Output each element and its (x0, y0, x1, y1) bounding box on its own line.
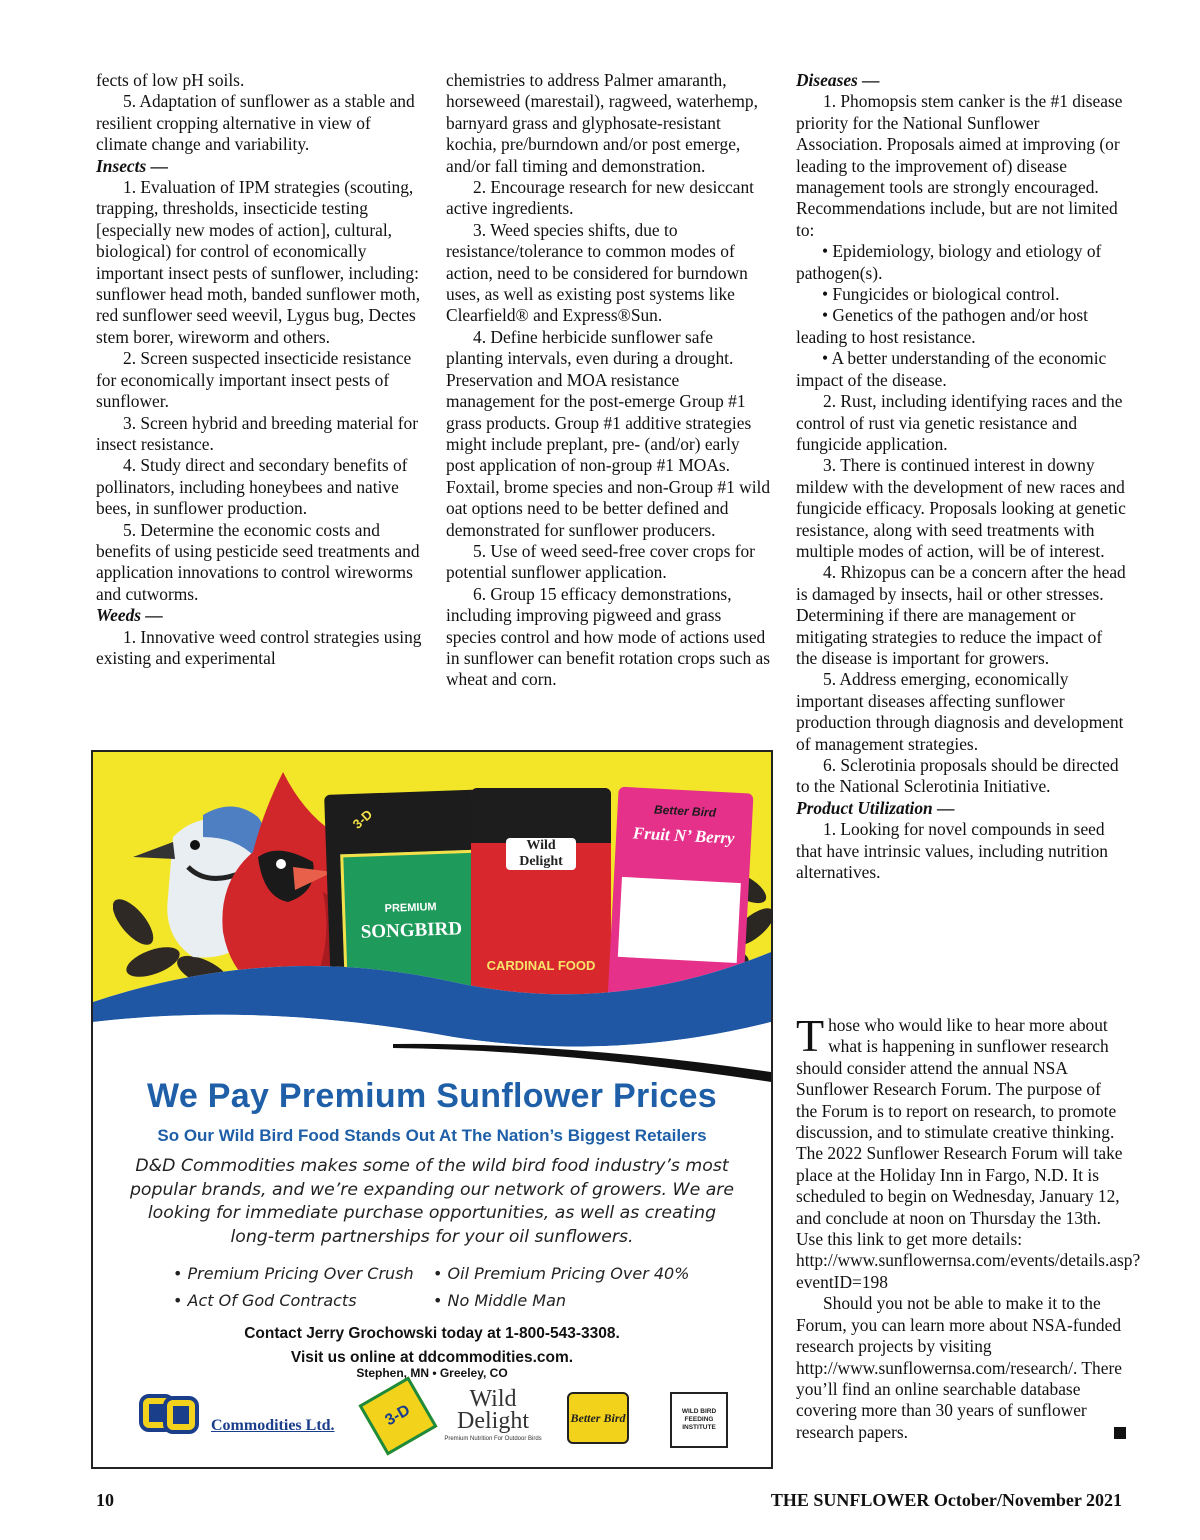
paragraph: 2. Screen suspected insecticide resistance for economically important insect pests of sunflower. (96, 348, 412, 412)
ad-bullet: • No Middle Man (433, 1291, 567, 1310)
ad-locations: Stephen, MN • Greeley, CO (356, 1366, 508, 1380)
drop-cap: T (796, 1010, 825, 1061)
ad-bullet: • Premium Pricing Over Crush (173, 1264, 414, 1283)
page-number: 10 (96, 1490, 114, 1510)
bullet-item: • Epidemiology, biology and etiology of pathogen(s). (796, 241, 1102, 283)
paragraph: 6. Sclerotinia proposals should be directed to the National Sclerotinia Initiative. (796, 755, 1119, 797)
bag-brand: Wild Delight (506, 838, 576, 870)
paragraph: 5. Address emerging, economically important diseases affecting sunflower production through diagnosis and development of management strategies. (796, 669, 1124, 754)
publication-info: THE SUNFLOWER October/November 2021 (770, 1490, 1122, 1510)
bag-tag: PREMIUM (384, 901, 437, 915)
paragraph (796, 1293, 1126, 1443)
dd-logo-text: Commodities Ltd. (211, 1417, 335, 1434)
ad-contact (93, 1322, 771, 1370)
paragraph: 5. Use of weed seed-free cover crops for potential sunflower application. (446, 540, 755, 583)
paragraph: 5. Determine the economic costs and benefits of using pesticide seed treatments and application innovations to control wireworms and cutworms. (96, 519, 420, 604)
paragraph: 3. Screen hybrid and breeding material for insect resistance. (96, 412, 419, 454)
contact-line: Contact Jerry Grochowski today at 1-800-543-3308. (244, 1325, 620, 1342)
bag-name: Fruit N’ Berry (632, 823, 736, 848)
paragraph-text: hose who would like to hear more about what is happening in sunflower research should consider attend the annual NSA Sunflower Research Forum. The purpose of the Forum is to report on research, to promote discussion, and to stimulate creative thinking. The 2022 Sunflower Research Forum will take place at the Holiday Inn in Fargo, N.D. It is scheduled to begin on Wednesday, January 12, and conclude at noon on Thursday the 13th. Use this link to get more details: http://www.sunflowernsa.com/events/details.asp?eventID=198 (796, 1015, 1141, 1292)
logo-text: Delight (457, 1408, 529, 1434)
ad-bullets-left (173, 1260, 414, 1314)
article-column-3 (796, 70, 1126, 883)
3d-logo: 3-D (358, 1376, 437, 1455)
section-heading-insects: Insects — (96, 155, 168, 176)
paragraph: 5. Adaptation of sunflower as a stable and resilient cropping alternative in view of climate change and variability. (96, 91, 415, 155)
bullet-item: • Genetics of the pathogen and/or host leading to host resistance. (796, 305, 1088, 347)
bullet-item: • Fungicides or biological control. (822, 284, 1060, 305)
bag-name: CARDINAL FOOD (486, 958, 596, 973)
paragraph: 1. Innovative weed control strategies using existing and experimental (96, 626, 422, 668)
paragraph (796, 1010, 1141, 1293)
section-heading-weeds: Weeds — (96, 605, 163, 626)
paragraph: 3. Weed species shifts, due to resistance/tolerance to common modes of action, need to be considered for burndown uses, as well as existing post systems like Clearfield® and Express®Sun. (446, 219, 748, 326)
logo-text: Wild (469, 1386, 517, 1412)
forum-note (796, 1010, 1141, 1443)
bag-brand: 3-D (349, 806, 376, 832)
paragraph-text: Should you not be able to make it to the Forum, you can learn more about NSA-funded research projects by visiting http://www.sunflowernsa.com/research/. There you’ll find an online searchable database covering more than 30 years of sunflower research papers. (796, 1293, 1122, 1442)
ad-headline: We Pay Premium Sunflower Prices (147, 1077, 717, 1115)
paragraph: 6. Group 15 efficacy demonstrations, including improving pigweed and grass species control and how mode of actions used in sunflower can benefit rotation crops such as wheat and corn. (446, 583, 771, 690)
paragraph: chemistries to address Palmer amaranth, horseweed (marestail), ragweed, waterhemp, barnyard grass and glyphosate-resistant kochia, pre/burndown and/or post emerge, and/or fall timing and demonstration. (446, 70, 758, 176)
ad-subheadline: So Our Wild Bird Food Stands Out At The Nation’s Biggest Retailers (157, 1126, 707, 1145)
ad-bullet: • Act Of God Contracts (173, 1291, 357, 1310)
paragraph: 4. Rhizopus can be a concern after the head is damaged by insects, hail or other stresses. Determining if there are management or mitigating strategies to reduce the impact of the disease is important for growers. (796, 562, 1126, 668)
paragraph: 3. There is continued interest in downy mildew with the development of new races and fungicide efficacy. Proposals looking at genetic resistance, along with seed treatments with multiple modes of action, will be of interest. (796, 455, 1126, 561)
paragraph: 1. Looking for novel compounds in seed that have intrinsic values, including nutrition alternatives. (796, 819, 1109, 883)
website-line: Visit us online at ddcommodities.com. (290, 1349, 574, 1366)
advertisement (91, 750, 773, 1469)
paragraph: fects of low pH soils. (96, 70, 245, 90)
end-mark-icon (1114, 1427, 1126, 1439)
paragraph: 1. Evaluation of IPM strategies (scouting, trapping, thresholds, insecticide testing [especially new modes of action], cultural, biological) for control of economically important insect pests of sunflower, including: sunflower head moth, banded sunflower moth, red sunflower seed weevil, Lygus bug, Dectes stem borer, wireworm and others. (96, 177, 421, 347)
article-column-1 (96, 70, 426, 669)
bullet-item: • A better understanding of the economic impact of the disease. (796, 348, 1107, 390)
bag-name: SONGBIRD (360, 918, 463, 943)
section-heading-diseases: Diseases — (796, 70, 880, 90)
ad-body-text: D&D Commodities makes some of the wild bird food industry’s most popular brands, and we’re expanding our network of growers. We are looking for immediate purchase opportunities, as well as creating long-term partnerships for your oil sunflowers. (129, 1156, 735, 1247)
article-column-2 (446, 70, 771, 691)
paragraph: 4. Study direct and secondary benefits of pollinators, including honeybees and native bees, in sunflower production. (96, 455, 408, 519)
wbfi-logo: WILD BIRD FEEDING INSTITUTE (670, 1392, 728, 1448)
paragraph: 2. Rust, including identifying races and the control of rust via genetic resistance and fungicide application. (796, 391, 1123, 454)
paragraph: 1. Phomopsis stem canker is the #1 disease priority for the National Sunflower Association. Proposals aimed at improving (or leading to the improvement of) disease management tools are strongly encouraged. Recommendations include, but are not limited to: (796, 91, 1123, 240)
bag-brand: Better Bird (653, 802, 717, 820)
dd-logo-icon (139, 1392, 201, 1436)
logo-tagline: Premium Nutrition For Outdoor Birds (444, 1436, 542, 1442)
section-heading-product-utilization: Product Utilization — (796, 797, 955, 818)
paragraph: 2. Encourage research for new desiccant active ingredients. (446, 177, 755, 219)
paragraph: 4. Define herbicide sunflower safe planting intervals, even during a drought. Preservation and MOA resistance management for the post-emerge Group #1 grass products. Group #1 additive strategies might include preplant, pre- (and/or) early post application of non-group #1 MOAs. Foxtail, brome species and non-Group #1 wild oat options need to be better defined and demonstrated for sunflower producers. (446, 326, 771, 540)
ad-bullets-right (433, 1260, 689, 1314)
wild-delight-logo (443, 1388, 543, 1454)
ad-bullet: • Oil Premium Pricing Over 40% (433, 1264, 690, 1283)
better-bird-logo: Better Bird (567, 1392, 629, 1444)
